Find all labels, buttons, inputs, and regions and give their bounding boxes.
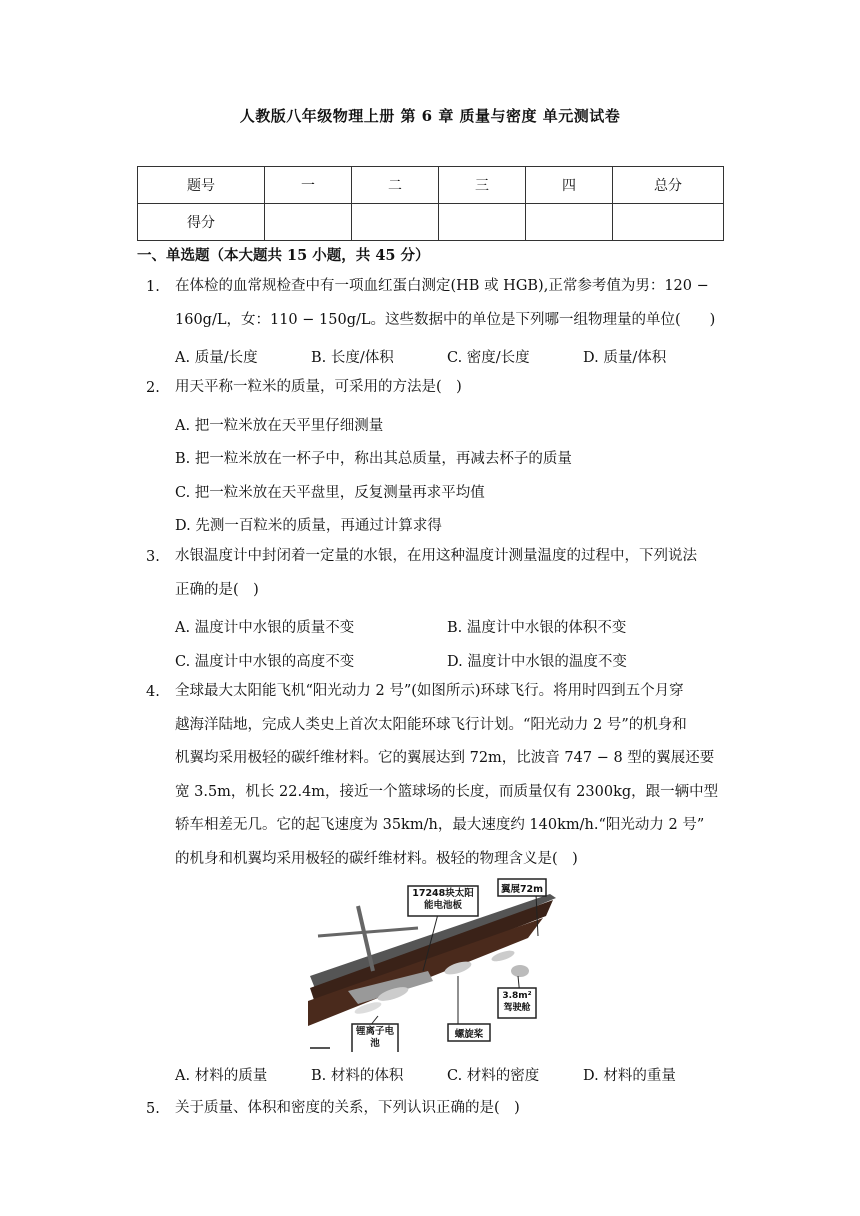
question-line: 在体检的血常规检查中有一项血红蛋白测定(HB 或 HGB),正常参考值为男：120 − [175,278,709,294]
question-line: 正确的是( ) [175,581,259,598]
question-number: 5. [146,1101,160,1117]
score-cell [526,204,613,241]
option-d: D. 先测一百粒米的质量，再通过计算求得 [175,518,442,534]
question-line: 水银温度计中封闭着一定量的水银，在用这种温度计测量温度的过程中，下列说法 [175,548,697,564]
question-line: 越海洋陆地，完成人类史上首次太阳能环球飞行计划。“阳光动力 2 号”的机身和 [175,716,687,733]
figure-label-wingspan: 翼展72m [500,884,544,895]
question-line: 关于质量、体积和密度的关系，下列认识正确的是( ) [175,1100,520,1116]
question-number: 2. [146,380,160,396]
option-c: C. 温度计中水银的高度不变 [175,654,355,670]
score-header-cell: 二 [352,167,439,204]
question-text [175,675,720,876]
page-title: 人教版八年级物理上册 第 6 章 质量与密度 单元测试卷 [239,107,621,125]
score-header-cell: 三 [439,167,526,204]
question-line: 轿车相差无几。它的起飞速度为 35km/h，最大速度约 140km/h.“阳光动力 2 号” [175,817,705,833]
score-cell [352,204,439,241]
option-b: B. 把一粒米放在一杯子中，称出其总质量，再减去杯子的质量 [175,451,572,467]
score-table [137,166,724,241]
option-d: D. 质量/体积 [583,350,667,366]
option-a: A. 温度计中水银的质量不变 [175,620,355,636]
option-a: A. 把一粒米放在天平里仔细测量 [175,418,384,434]
option-b: B. 温度计中水银的体积不变 [447,620,627,636]
figure-label-cockpit: 3.8m²驾驶舱 [502,991,532,1013]
figure-label-propeller: 螺旋桨 [454,1029,484,1040]
question-line: 用天平称一粒米的质量，可采用的方法是( ) [175,379,462,395]
score-table-header-row [138,167,724,204]
score-row-label: 得分 [138,204,265,241]
question-line: 160g/L，女：110 − 150g/L。这些数据中的单位是下列哪一组物理量的单位( ) [175,311,716,328]
score-cell [439,204,526,241]
score-header-cell: 题号 [138,167,265,204]
option-a: A. 材料的质量 [175,1068,268,1084]
question-line: 的机身和机翼均采用极轻的碳纤维材料。极轻的物理含义是( ) [175,850,578,867]
score-header-cell: 总分 [613,167,724,204]
score-cell [613,204,724,241]
score-table-score-row [138,204,724,241]
question-text [175,270,720,337]
option-c: C. 把一粒米放在天平盘里，反复测量再求平均值 [175,485,485,501]
question-number: 1. [146,279,160,295]
question-text [175,540,720,607]
score-header-cell: 一 [265,167,352,204]
figure-label-battery: 锂离子电池 [355,1026,394,1049]
section-heading: 一、单选题（本大题共 15 小题，共 45 分） [137,247,430,264]
score-cell [265,204,352,241]
option-c: C. 密度/长度 [447,350,530,366]
question-text [175,1092,720,1126]
option-d: D. 材料的重量 [583,1068,676,1084]
option-d: D. 温度计中水银的温度不变 [447,654,627,670]
question-line: 宽 3.5m，机长 22.4m，接近一个篮球场的长度，而质量仅有 2300kg，跟一辆中型 [175,783,719,800]
question-line: 全球最大太阳能飞机“阳光动力 2 号”(如图所示)环球飞行。将用时四到五个月穿 [175,683,684,699]
question-number: 4. [146,684,160,700]
question-number: 3. [146,549,160,565]
option-b: B. 长度/体积 [311,350,394,366]
question-text [175,371,720,405]
option-a: A. 质量/长度 [175,350,258,366]
option-b: B. 材料的体积 [311,1068,404,1084]
figure-label-solar-panels: 17248块太阳能电池板 [412,888,474,911]
question-line: 机翼均采用极轻的碳纤维材料。它的翼展达到 72m，比波音 747 − 8 型的翼展还要 [175,750,715,766]
option-c: C. 材料的密度 [447,1068,540,1084]
score-header-cell: 四 [526,167,613,204]
solar-plane-figure [308,876,558,1052]
